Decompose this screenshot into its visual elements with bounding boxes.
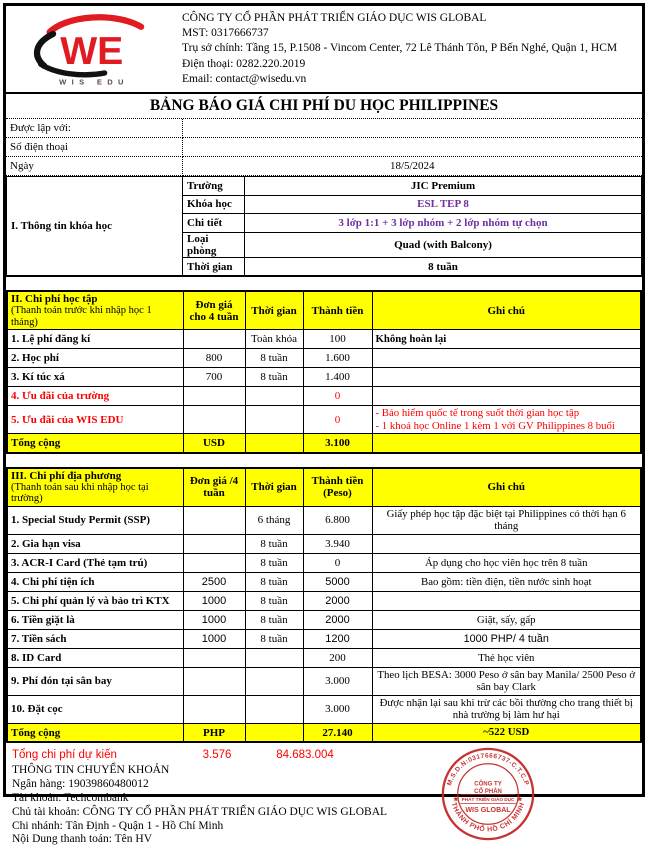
total-note — [372, 434, 641, 453]
wis-edu-logo-icon — [19, 9, 169, 89]
cost-duration: 6 tháng — [245, 506, 303, 534]
course-field-value: JIC Premium — [245, 177, 642, 196]
cost-amount: 6.800 — [303, 506, 372, 534]
cost-row — [7, 506, 641, 534]
cost-unit-price — [183, 553, 245, 572]
meta-row — [6, 119, 642, 138]
cost-unit-price — [183, 648, 245, 667]
cost-row — [7, 534, 641, 553]
cost-unit-price — [183, 330, 245, 349]
cost-note — [372, 591, 641, 610]
stamp-star-right-icon: ★ — [516, 795, 524, 805]
col-duration: Thời gian — [245, 291, 303, 330]
study-costs-header — [7, 291, 641, 330]
cost-unit-price — [183, 534, 245, 553]
transfer-heading: THÔNG TIN CHUYỂN KHOẢN — [12, 764, 170, 777]
cost-amount: 1.600 — [303, 349, 372, 368]
estimated-total-row — [12, 745, 642, 764]
meta-row — [6, 157, 642, 176]
cost-unit-price — [183, 695, 245, 723]
col-note: Ghi chú — [372, 291, 641, 330]
cost-row — [7, 349, 641, 368]
cost-note: Bao gồm: tiền điện, tiền nước sinh hoạt — [372, 572, 641, 591]
local-costs-header — [7, 468, 641, 507]
phone-label: Số điện thoại — [6, 138, 182, 157]
cost-total-row — [7, 434, 641, 453]
cost-amount: 1.400 — [303, 368, 372, 387]
cost-amount: 0 — [303, 406, 372, 434]
stamp-star-left-icon: ★ — [452, 795, 460, 805]
cost-duration — [245, 387, 303, 406]
col-unit-price: Đơn giá cho 4 tuần — [183, 291, 245, 330]
col-note: Ghi chú — [372, 468, 641, 507]
cost-duration: 8 tuần — [245, 368, 303, 387]
cost-item-label: 5. Ưu đãi của WIS EDU — [7, 406, 183, 434]
cost-unit-price: 1000 — [183, 610, 245, 629]
cost-note — [372, 534, 641, 553]
cost-item-label: 9. Phí đón tại sân bay — [7, 667, 183, 695]
study-costs-table — [6, 290, 642, 454]
cost-duration: 8 tuần — [245, 349, 303, 368]
course-field-value: 8 tuần — [245, 257, 642, 276]
local-costs-table — [6, 467, 642, 744]
company-address: Trụ sở chính: Tầng 15, P.1508 - Vincom Center, 72 Lê Thánh Tôn, P Bến Nghé, Quận 1, HCM — [182, 42, 618, 55]
cost-item-label: 10. Đặt cọc — [7, 695, 183, 723]
transfer-line: Chi nhánh: Tân Định - Quận 1 - Hồ Chí Minh — [12, 819, 224, 832]
section-ii-header: II. Chi phí học tập (Thanh toán trước khi nhập học 1 tháng) — [7, 291, 183, 330]
total-label: Tổng cộng — [7, 434, 183, 453]
transfer-line: Ngân hàng: 19039860480012 — [12, 778, 149, 791]
cost-duration — [245, 406, 303, 434]
cost-duration: 8 tuần — [245, 629, 303, 648]
transfer-line: Tài khoản: Techcombank — [12, 791, 129, 804]
cost-note: Giặt, sấy, gấp — [372, 610, 641, 629]
cost-unit-price: 800 — [183, 349, 245, 368]
cost-amount: 1200 — [303, 629, 372, 648]
stamp-center-line-4: WIS GLOBAL — [465, 806, 511, 815]
course-field-value: ESL TEP 8 — [245, 195, 642, 214]
cost-item-label: 3. Kí túc xá — [7, 368, 183, 387]
cost-duration: 8 tuần — [245, 591, 303, 610]
cost-unit-price — [183, 387, 245, 406]
date-value: 18/5/2024 — [182, 157, 642, 176]
date-label: Ngày — [6, 157, 182, 176]
cost-row — [7, 648, 641, 667]
cost-unit-price — [183, 406, 245, 434]
cost-row — [7, 629, 641, 648]
total-label: Tổng cộng — [7, 723, 183, 742]
col-duration: Thời gian — [245, 468, 303, 507]
transfer-line: Chủ tài khoản: CÔNG TY CỔ PHẦN PHÁT TRIỂN GIÁO DỤC WIS GLOBAL — [12, 805, 388, 818]
cost-item-label: 3. ACR-I Card (Thẻ tạm trú) — [7, 553, 183, 572]
total-amount: 3.100 — [303, 434, 372, 453]
cost-row — [7, 591, 641, 610]
cost-item-label: 4. Chi phí tiện ích — [7, 572, 183, 591]
logo-subtext: WIS EDU — [59, 77, 129, 87]
cost-unit-price: 1000 — [183, 629, 245, 648]
cost-row — [7, 610, 641, 629]
estimated-total-vnd: 84.683.004 — [276, 748, 334, 761]
cost-amount: 0 — [303, 387, 372, 406]
cost-note: 1000 PHP/ 4 tuần — [372, 629, 641, 648]
made-for-label: Được lập với: — [6, 119, 182, 138]
total-currency: PHP — [183, 723, 245, 742]
course-field-value: Quad (with Balcony) — [245, 232, 642, 257]
cost-unit-price: 2500 — [183, 572, 245, 591]
cost-duration: 8 tuần — [245, 610, 303, 629]
cost-note — [372, 387, 641, 406]
cost-row — [7, 387, 641, 406]
stamp-center-line-1: CÔNG TY — [474, 781, 502, 788]
course-field-label: Khóa học — [183, 195, 245, 214]
phone-value — [182, 138, 642, 157]
cost-duration: 8 tuần — [245, 572, 303, 591]
cost-item-label: 6. Tiền giặt là — [7, 610, 183, 629]
section-iii-header: III. Chi phí địa phương (Thanh toán sau khi nhập học tại trường) — [7, 468, 183, 507]
cost-unit-price — [183, 667, 245, 695]
transfer-line: Nội Dung thanh toán: Tên HV — [12, 833, 153, 846]
document-footer — [6, 743, 642, 847]
cost-amount: 5000 — [303, 572, 372, 591]
cost-item-label: 8. ID Card — [7, 648, 183, 667]
bank-transfer-info — [12, 764, 642, 847]
cost-amount: 100 — [303, 330, 372, 349]
cost-duration — [245, 695, 303, 723]
total-duration — [245, 434, 303, 453]
cost-unit-price — [183, 506, 245, 534]
cost-item-label: 2. Học phí — [7, 349, 183, 368]
cost-item-label: 4. Ưu đãi của trường — [7, 387, 183, 406]
cost-total-row — [7, 723, 641, 742]
estimated-total-usd: 3.576 — [202, 748, 232, 761]
cost-duration: 8 tuần — [245, 553, 303, 572]
company-email: Email: contact@wisedu.vn — [182, 72, 307, 85]
company-tax-id: MST: 0317666737 — [182, 27, 269, 40]
cost-amount: 3.000 — [303, 667, 372, 695]
section-i-label: I. Thông tin khóa học — [7, 177, 183, 277]
stamp-center-line-3: PHÁT TRIỂN GIÁO DỤC — [461, 797, 515, 803]
cost-duration — [245, 667, 303, 695]
cost-amount: 2000 — [303, 610, 372, 629]
page-title: BẢNG BÁO GIÁ CHI PHÍ DU HỌC PHILIPPINES — [6, 92, 642, 119]
total-duration — [245, 723, 303, 742]
cost-row — [7, 695, 641, 723]
cost-duration — [245, 648, 303, 667]
stamp-arc-top: M.S.D.N:0317666737-C.T.C.P — [446, 752, 530, 787]
cost-note: Áp dụng cho học viên học trên 8 tuần — [372, 553, 641, 572]
total-note: ~522 USD — [372, 723, 641, 742]
cost-amount: 200 — [303, 648, 372, 667]
col-amount: Thành tiền — [303, 291, 372, 330]
company-logo — [6, 9, 182, 89]
cost-amount: 3.940 — [303, 534, 372, 553]
logo-text: WE — [60, 30, 124, 74]
cost-note: - Bảo hiểm quốc tế trong suốt thời gian học tập - 1 khoá học Online 1 kèm 1 với GV Philippines 8 buổi — [372, 406, 641, 434]
made-for-value — [182, 119, 642, 138]
cost-row — [7, 368, 641, 387]
cost-unit-price: 1000 — [183, 591, 245, 610]
course-info-row — [7, 177, 642, 196]
cost-item-label: 1. Lệ phí đăng kí — [7, 330, 183, 349]
cost-note: Theo lịch BESA: 3000 Peso ở sân bay Manila/ 2500 Peso ở sân bay Clark — [372, 667, 641, 695]
stamp-center-line-2: CỔ PHẦN — [474, 789, 502, 796]
course-field-label: Chi tiết — [183, 214, 245, 233]
cost-amount: 3.000 — [303, 695, 372, 723]
company-info — [182, 11, 617, 87]
cost-duration: 8 tuần — [245, 534, 303, 553]
cost-note: Không hoàn lại — [372, 330, 641, 349]
cost-note — [372, 368, 641, 387]
cost-row — [7, 406, 641, 434]
cost-item-label: 2. Gia hạn visa — [7, 534, 183, 553]
cost-note: Giấy phép học tập đặc biệt tại Philippines có thời hạn 6 tháng — [372, 506, 641, 534]
company-name: CÔNG TY CỔ PHẦN PHÁT TRIỂN GIÁO DỤC WIS GLOBAL — [182, 11, 487, 24]
cost-row — [7, 553, 641, 572]
estimated-total-label: Tổng chi phí dự kiến — [12, 748, 117, 761]
document-header — [6, 6, 642, 92]
cost-item-label: 1. Special Study Permit (SSP) — [7, 506, 183, 534]
cost-duration: Toàn khóa — [245, 330, 303, 349]
cost-note: Thẻ học viên — [372, 648, 641, 667]
cost-item-label: 5. Chi phí quản lý và bảo trì KTX — [7, 591, 183, 610]
cost-note: Được nhận lại sau khi trừ các bồi thường cho trang thiết bị nhà trường bị làm hư hại — [372, 695, 641, 723]
meta-row — [6, 138, 642, 157]
cost-row — [7, 572, 641, 591]
course-field-label: Thời gian — [183, 257, 245, 276]
course-info-table — [6, 176, 642, 277]
cost-unit-price: 700 — [183, 368, 245, 387]
cost-amount: 2000 — [303, 591, 372, 610]
cost-row — [7, 330, 641, 349]
course-field-value: 3 lớp 1:1 + 3 lớp nhóm + 2 lớp nhóm tự chọn — [245, 214, 642, 233]
total-currency: USD — [183, 434, 245, 453]
course-field-label: Trường — [183, 177, 245, 196]
cost-row — [7, 667, 641, 695]
company-stamp — [440, 746, 536, 842]
cost-item-label: 7. Tiền sách — [7, 629, 183, 648]
quote-document — [3, 3, 645, 846]
col-unit-price: Đơn giá /4 tuần — [183, 468, 245, 507]
cost-amount: 0 — [303, 553, 372, 572]
total-amount: 27.140 — [303, 723, 372, 742]
course-field-label: Loại phòng — [183, 232, 245, 257]
stamp-arc-bottom: THÀNH PHỐ HỒ CHÍ MINH — [449, 801, 527, 834]
company-phone: Điện thoại: 0282.220.2019 — [182, 57, 306, 70]
cost-note — [372, 349, 641, 368]
col-amount-peso: Thành tiền (Peso) — [303, 468, 372, 507]
meta-table — [6, 119, 642, 176]
